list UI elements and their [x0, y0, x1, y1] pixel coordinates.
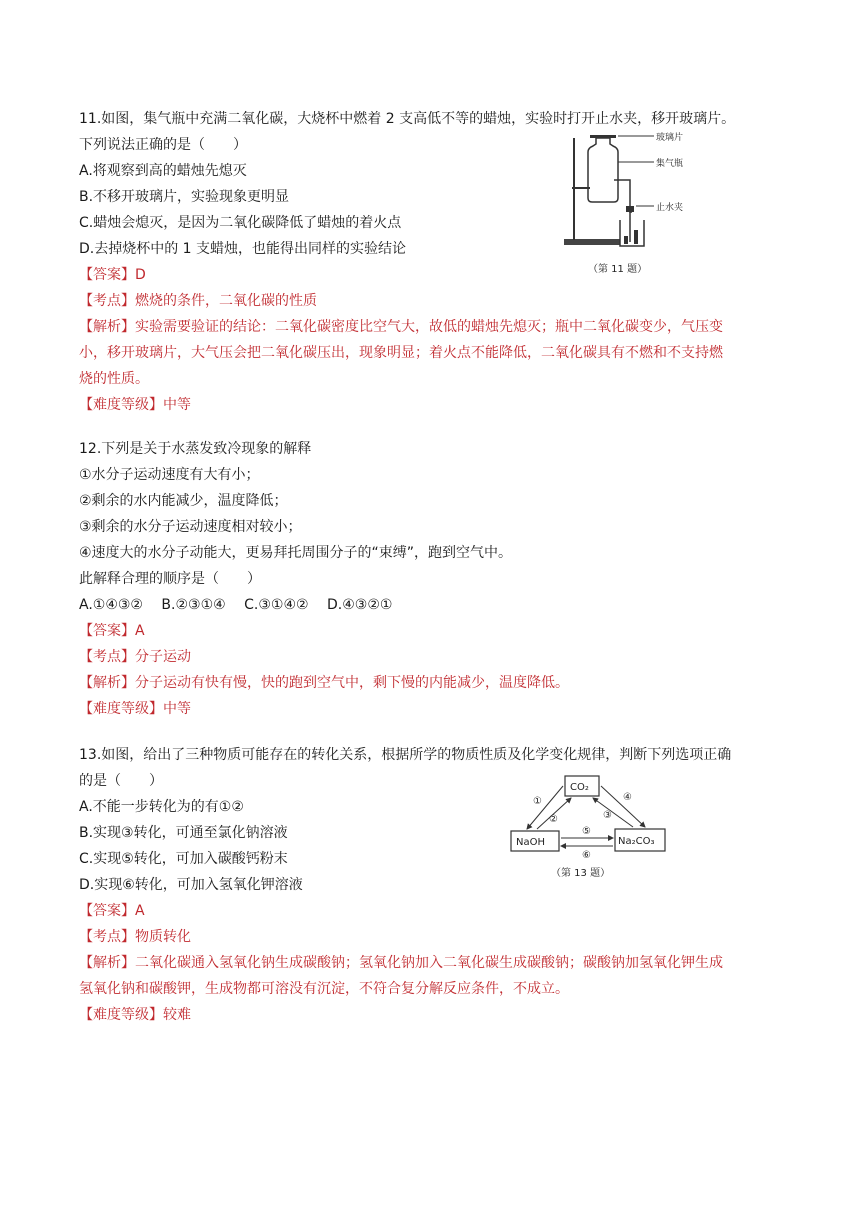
q13-analysis-line1: 【解析】二氧化碳通入氢氧化钠生成碳酸钠；氢氧化钠加入二氧化碳生成碳酸钠；碳酸钠加氢氧化钾生成 — [79, 955, 723, 971]
q12-item-2: ②剩余的水内能减少，温度降低； — [79, 493, 288, 509]
q13-option-b: B.实现③转化，可通至氯化钠溶液 — [79, 825, 288, 841]
q13-level: 【难度等级】较难 — [79, 1007, 191, 1023]
q11-point: 【考点】燃烧的条件，二氧化碳的性质 — [79, 293, 317, 309]
q11-apparatus-figure — [558, 130, 708, 280]
label-water-clamp: 止水夹 — [656, 203, 684, 213]
q12-level: 【难度等级】中等 — [79, 701, 191, 717]
gas-bottle — [588, 138, 618, 202]
naoh-label: NaOH — [516, 837, 545, 848]
label-n4: ④ — [623, 792, 632, 803]
label-glass-plate: 玻璃片 — [656, 133, 684, 143]
na2co3-label: Na₂CO₃ — [618, 836, 655, 847]
q11-analysis-line3: 烧的性质。 — [79, 371, 149, 387]
q13-stem-line2: 的是（ ） — [79, 773, 163, 789]
q11-option-b: B.不移开玻璃片，实验现象更明显 — [79, 189, 290, 205]
q12-item-4: ④速度大的水分子动能大，更易拜托周围分子的“束缚”，跑到空气中。 — [79, 545, 513, 561]
question-13 — [79, 742, 799, 1028]
q11-level: 【难度等级】中等 — [79, 397, 191, 413]
tall-candle — [634, 230, 638, 244]
conversion-diagram — [505, 772, 685, 884]
apparatus-diagram — [558, 130, 708, 280]
short-candle — [624, 236, 628, 244]
q11-option-c: C.蜡烛会熄灭，是因为二氧化碳降低了蜡烛的着火点 — [79, 215, 402, 231]
q13-point: 【考点】物质转化 — [79, 929, 191, 945]
q12-answer: 【答案】A — [79, 623, 145, 639]
label-n5: ⑤ — [582, 826, 591, 837]
q13-conversion-figure — [505, 772, 685, 884]
label-n2: ② — [549, 814, 558, 825]
q12-analysis: 【解析】分子运动有快有慢，快的跑到空气中，剩下慢的内能减少，温度降低。 — [79, 675, 569, 691]
q13-answer: 【答案】A — [79, 903, 145, 919]
figure-13-caption: （第 13 题） — [551, 868, 611, 879]
water-clamp — [626, 206, 634, 212]
q11-option-d: D.去掉烧杯中的 1 支蜡烛，也能得出同样的实验结论 — [79, 241, 407, 257]
label-n3: ③ — [603, 810, 612, 821]
q12-point: 【考点】分子运动 — [79, 649, 191, 665]
label-gas-bottle: 集气瓶 — [656, 159, 684, 169]
label-n6: ⑥ — [582, 850, 591, 861]
q11-stem-line1: 11.如图，集气瓶中充满二氧化碳，大烧杯中燃着 2 支高低不等的蜡烛，实验时打开止水夹，移开玻璃片。 — [79, 111, 736, 127]
beaker — [620, 220, 644, 246]
q12-item-1: ①水分子运动速度有大有小； — [79, 467, 260, 483]
q11-option-a: A.将观察到高的蜡烛先熄灭 — [79, 163, 247, 179]
q12-item-3: ③剩余的水分子运动速度相对较小； — [79, 519, 302, 535]
q11-answer: 【答案】D — [79, 267, 146, 283]
q12-options: A.①④③② B.②③①④ C.③①④② D.④③②① — [79, 597, 393, 613]
q13-option-d: D.实现⑥转化，可加入氢氧化钾溶液 — [79, 877, 303, 893]
q11-stem-line2: 下列说法正确的是（ ） — [79, 137, 247, 153]
glass-plate — [590, 135, 616, 138]
label-n1: ① — [533, 796, 542, 807]
q13-analysis-line2: 氢氧化钠和碳酸钾，生成物都可溶没有沉淀，不符合复分解反应条件，不成立。 — [79, 981, 569, 997]
q11-analysis-line1: 【解析】实验需要验证的结论：二氧化碳密度比空气大，故低的蜡烛先熄灭；瓶中二氧化碳变少，气压变 — [79, 319, 723, 335]
q13-option-c: C.实现⑤转化，可加入碳酸钙粉末 — [79, 851, 288, 867]
q12-stem: 12.下列是关于水蒸发致冷现象的解释 — [79, 441, 312, 457]
stand-base — [564, 239, 620, 245]
q12-question: 此解释合理的顺序是（ ） — [79, 571, 261, 587]
figure-11-caption: （第 11 题） — [588, 264, 648, 275]
q11-analysis-line2: 小，移开玻璃片，大气压会把二氧化碳压出，现象明显；着火点不能降低，二氧化碳具有不燃和不支持燃 — [79, 345, 723, 361]
q13-option-a: A.不能一步转化为的有①② — [79, 799, 244, 815]
co2-label: CO₂ — [570, 782, 589, 793]
question-12 — [79, 436, 799, 722]
q13-stem-line1: 13.如图，给出了三种物质可能存在的转化关系，根据所学的物质性质及化学变化规律，判断下列选项正确 — [79, 747, 732, 763]
